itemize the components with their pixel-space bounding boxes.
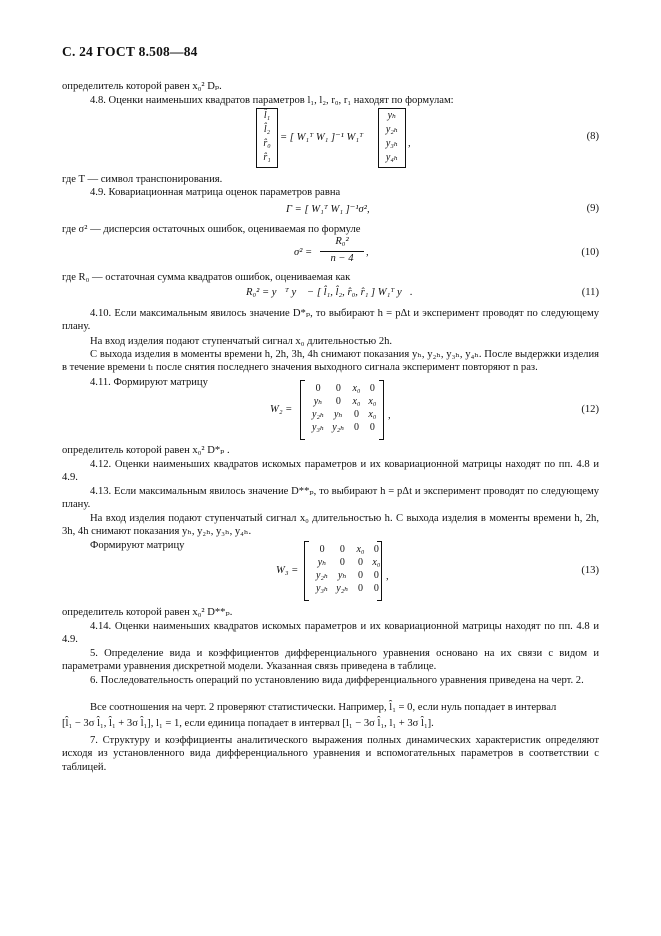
paragraph-7: 7. Структуру и коэффициенты аналитического выражения полных динамических характеристик определяют исходя из установленного вида дифференциального уравнения и вспомогательных параметров в соответствии с таблицей. (62, 735, 599, 773)
matrix-cell: 0 (373, 570, 379, 581)
paragraph: Все соотношения на черт. 2 проверяют статистически. Например, l̂₁ = 0, если нуль попадает в интервал (90, 702, 557, 713)
matrix-cell: 0 (357, 583, 363, 594)
matrix-cell: 0 (357, 557, 363, 568)
matrix-cell: y₂ₕ (332, 422, 345, 433)
fraction-numerator: R₀² (335, 236, 349, 247)
matrix-cell: y₂ₕ (336, 583, 349, 594)
matrix-cell: x₀ (372, 557, 381, 568)
paragraph: определитель которой равен x₀² Dₚ. (62, 81, 222, 92)
matrix-cell: 0 (373, 583, 379, 594)
paragraph-4-13: 4.13. Если максимальным явилось значение D**ₚ, то выбирают h = pΔt и эксперимент проводят по следующему плану. (62, 486, 599, 511)
matrix-w2 (300, 380, 384, 440)
matrix-cell: 0 (319, 544, 325, 555)
matrix-row (312, 582, 384, 595)
paragraph: [l̂₁ − 3σ l̂₁, l̂₁ + 3σ l̂₁], l₁ = 1, если единица попадает в интервал [l₁ − 3σ l̂₁, l₁ + 3σ l̂₁]. (62, 718, 434, 729)
paragraph-4-8: 4.8. Оценки наименьших квадратов параметров l₁, l₂, r₀, r₁ находят по формулам: (90, 95, 454, 106)
paragraph: где σ² — дисперсия остаточных ошибок, оцениваемая по формуле (62, 224, 361, 235)
equation-8-middle: = [ W₁ᵀ W₁ ]⁻¹ W₁ᵀ (280, 132, 364, 143)
equation-number: (9) (586, 203, 599, 214)
vector-cell: l̂₁ (263, 110, 271, 121)
vector-cell: l̂₂ (263, 124, 271, 135)
matrix-row (308, 395, 380, 408)
matrix-cell: 0 (335, 396, 341, 407)
page-header: С. 24 ГОСТ 8.508—84 (62, 44, 198, 59)
bracket-left (300, 380, 305, 440)
matrix-row (312, 556, 384, 569)
matrix-cell: x₀ (352, 383, 361, 394)
paragraph: С выхода изделия в моменты времени h, 2h, 3h, 4h снимают показания yₕ, y₂ₕ, y₃ₕ, y₄ₕ. После выдержки изделия в течение времени tₗ после снятия последнего значения выходного сигнала эксперимент повторяют n раз. (62, 349, 599, 374)
matrix-row (308, 421, 380, 434)
matrix-cell: y₃ₕ (316, 583, 329, 594)
matrix-cell: y₂ₕ (316, 570, 329, 581)
bracket-left (304, 541, 309, 601)
matrix-cell: 0 (339, 557, 345, 568)
matrix-cell: 0 (335, 383, 341, 394)
paragraph: Формируют матрицу (90, 540, 185, 551)
vector-cell: y₄ₕ (385, 152, 399, 163)
equation-13-lhs: W₃ = (276, 565, 299, 576)
equation-number: (12) (581, 404, 599, 415)
equation-13-tail: , (386, 571, 389, 582)
vector-cell: y₃ₕ (385, 138, 399, 149)
vector-cell: r̂₁ (263, 152, 271, 163)
matrix-cell: yₕ (313, 396, 323, 407)
matrix-table (308, 382, 380, 434)
equation-number: (8) (586, 131, 599, 142)
matrix-row (312, 543, 384, 556)
equation-number: (11) (581, 287, 599, 298)
matrix-cell: 0 (339, 544, 345, 555)
lhs-vector (256, 108, 278, 168)
matrix-cell: 0 (373, 544, 379, 555)
vector-cell: r̂₀ (263, 138, 271, 149)
matrix-cell: y₃ₕ (312, 422, 325, 433)
paragraph-6: 6. Последовательность операций по установлению вида дифференциального уравнения приведена на черт. 2. (90, 675, 584, 686)
paragraph: определитель которой равен x₀² D*ₚ . (62, 445, 230, 456)
matrix-cell: 0 (315, 383, 321, 394)
equation-9: Γ = [ W₁ᵀ W₁ ]⁻¹σ², (286, 204, 370, 215)
matrix-cell: 0 (369, 422, 375, 433)
vector-cell: yₕ (387, 110, 397, 121)
matrix-cell: x₀ (352, 396, 361, 407)
matrix-row (308, 408, 380, 421)
matrix-cell: yₕ (317, 557, 327, 568)
matrix-cell: y₂ₕ (312, 409, 325, 420)
paragraph-4-9: 4.9. Ковариационная матрица оценок параметров равна (90, 187, 341, 198)
matrix-cell: yₕ (333, 409, 343, 420)
paragraph: где T — символ транспонирования. (62, 174, 223, 185)
equation-12-lhs: W₂ = (270, 404, 293, 415)
vector-cell: y₂ₕ (385, 124, 399, 135)
matrix-cell: 0 (353, 422, 359, 433)
equation-number: (10) (581, 247, 599, 258)
paragraph: определитель которой равен x₀² D**ₚ. (62, 607, 233, 618)
paragraph: где R₀ — остаточная сумма квадратов ошибок, оцениваемая как (62, 272, 351, 283)
matrix-row (308, 382, 380, 395)
paragraph: На вход изделия подают ступенчатый сигнал x₀ длительностью h. С выхода изделия в моменты времени h, 2h, 3h, 4h снимают показания yₕ, y₂ₕ, y₃ₕ, y₄ₕ. (62, 513, 599, 538)
matrix-cell: x₀ (356, 544, 365, 555)
matrix-cell: x₀ (368, 396, 377, 407)
paragraph-4-10: 4.10. Если максимальным явилось значение D*ₚ, то выбирают h = pΔt и эксперимент проводят по следующему плану. (62, 308, 599, 333)
fraction-bar (320, 251, 364, 252)
equation-10-tail: , (366, 247, 369, 258)
matrix-cell: yₕ (337, 570, 347, 581)
paragraph-4-14: 4.14. Оценки наименьших квадратов искомых параметров и их ковариационной матрицы находят по пп. 4.8 и 4.9. (62, 621, 599, 646)
matrix-w3 (304, 541, 382, 601)
equation-8-tail: , (408, 138, 411, 149)
paragraph-4-12: 4.12. Оценки наименьших квадратов искомых параметров и их ковариационной матрицы находят по пп. 4.8 и 4.9. (62, 459, 599, 484)
matrix-cell: x₀ (368, 409, 377, 420)
paragraph: На вход изделия подают ступенчатый сигнал x₀ длительностью 2h. (90, 336, 393, 347)
paragraph-5: 5. Определение вида и коэффициентов дифференциального уравнения основано на их связи с видом и параметрами уравнения дискретной модели. Указанная связь приведена в таблице. (62, 648, 599, 673)
equation-12-tail: , (388, 410, 391, 421)
rhs-vector (378, 108, 406, 168)
fraction-denominator: n − 4 (330, 253, 354, 264)
matrix-table (312, 543, 384, 595)
paragraph-4-11: 4.11. Формируют матрицу (90, 377, 208, 388)
matrix-cell: 0 (357, 570, 363, 581)
matrix-cell: 0 (369, 383, 375, 394)
equation-11: R₀² = y⃗ᵀ y⃗ − [ l̂₁, l̂₂, r̂₀, r̂₁ ] W₁ᵀ y⃗. (246, 287, 413, 298)
equation-10-lhs: σ² = (294, 247, 313, 258)
matrix-row (312, 569, 384, 582)
matrix-cell: 0 (353, 409, 359, 420)
equation-number: (13) (581, 565, 599, 576)
